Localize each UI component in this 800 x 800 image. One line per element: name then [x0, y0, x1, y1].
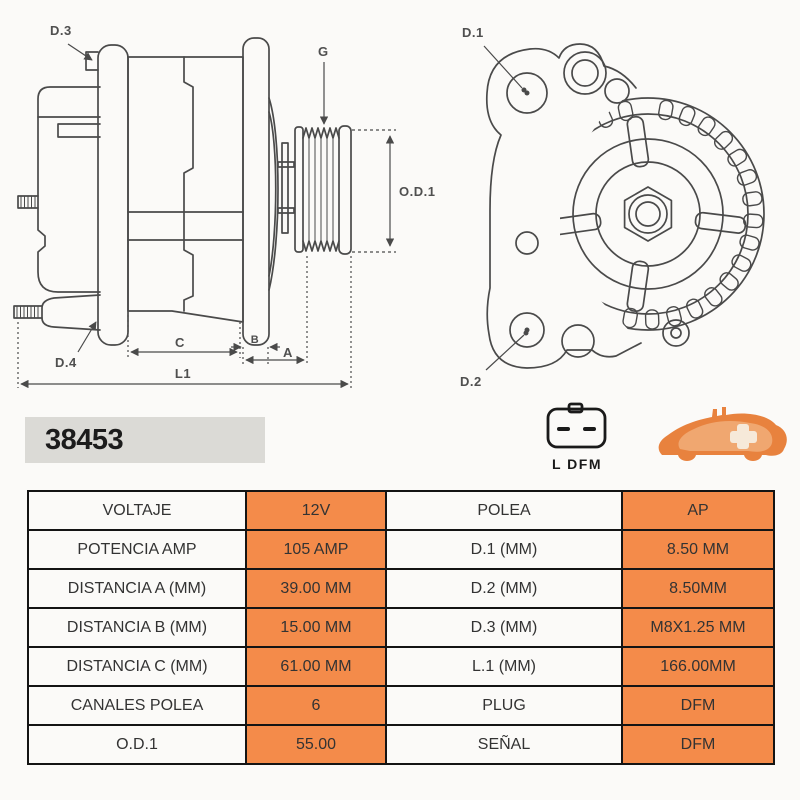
dimension-label-d4: D.4 [55, 355, 77, 370]
dimension-label-c: C [175, 335, 185, 350]
rear-plate [98, 45, 128, 345]
dimension-label-d1: D.1 [462, 25, 484, 40]
dimension-label-b: B [250, 334, 260, 346]
spec-value-cell: 39.00 MM [246, 569, 386, 608]
spec-value-cell: 12V [246, 491, 386, 530]
spec-label-cell: POTENCIA AMP [28, 530, 246, 569]
spec-label-cell: POLEA [386, 491, 622, 530]
spec-value-cell: 166.00MM [622, 647, 774, 686]
dimension-label-g: G [318, 44, 329, 59]
spec-label-cell: DISTANCIA A (MM) [28, 569, 246, 608]
spec-value-cell: 15.00 MM [246, 608, 386, 647]
hub-ring [596, 162, 700, 266]
upper-stud [18, 196, 38, 208]
spec-label-cell: PLUG [386, 686, 622, 725]
spec-value-cell: 61.00 MM [246, 647, 386, 686]
spec-value-cell: 55.00 [246, 725, 386, 764]
spec-label-cell: O.D.1 [28, 725, 246, 764]
stator-body [128, 57, 243, 322]
table-row [28, 686, 774, 725]
front-plate [243, 38, 269, 345]
connector-label: L DFM [551, 456, 603, 472]
connector-plug-icon [540, 398, 660, 476]
table-row [28, 608, 774, 647]
spec-label-cell: D.2 (MM) [386, 569, 622, 608]
connector-body [548, 409, 605, 447]
table-row [28, 530, 774, 569]
spec-value-cell: M8X1.25 MM [622, 608, 774, 647]
pulley [295, 126, 351, 254]
part-number-badge [25, 417, 265, 463]
spec-label-cell: DISTANCIA B (MM) [28, 608, 246, 647]
car-silhouette [659, 407, 787, 461]
table-row [28, 569, 774, 608]
part-number: 38453 [45, 423, 124, 456]
spec-label-cell: L.1 (MM) [386, 647, 622, 686]
spec-value-cell: 6 [246, 686, 386, 725]
spec-value-cell: DFM [622, 686, 774, 725]
top-bolt [86, 52, 98, 70]
shaft-nut [625, 187, 672, 241]
spec-value-cell: 105 AMP [246, 530, 386, 569]
lower-bolt-bracket [14, 295, 100, 330]
spec-value-cell: 8.50MM [622, 569, 774, 608]
table-row [28, 647, 774, 686]
spec-label-cell: SEÑAL [386, 725, 622, 764]
shaft [269, 98, 294, 290]
bracket-mask [487, 44, 641, 368]
spec-value-cell: 8.50 MM [622, 530, 774, 569]
dimension-label-a: A [283, 345, 293, 360]
spec-label-cell: D.1 (MM) [386, 530, 622, 569]
spec-table [27, 490, 775, 765]
front-view-drawing [487, 44, 764, 368]
table-row [28, 725, 774, 764]
car-icon [650, 393, 795, 475]
dimension-label-l1: L1 [174, 366, 192, 381]
side-view-drawing [14, 38, 351, 345]
spec-label-cell: VOLTAJE [28, 491, 246, 530]
connector-pins [557, 427, 596, 431]
table-row [28, 491, 774, 530]
dimension-label-d3: D.3 [50, 23, 72, 38]
spec-value-cell: DFM [622, 725, 774, 764]
dimension-label-d2: D.2 [460, 374, 482, 389]
spec-label-cell: CANALES POLEA [28, 686, 246, 725]
spec-label-cell: D.3 (MM) [386, 608, 622, 647]
spec-value-cell: AP [622, 491, 774, 530]
dimension-label-od1: O.D.1 [399, 184, 436, 199]
spec-label-cell: DISTANCIA C (MM) [28, 647, 246, 686]
